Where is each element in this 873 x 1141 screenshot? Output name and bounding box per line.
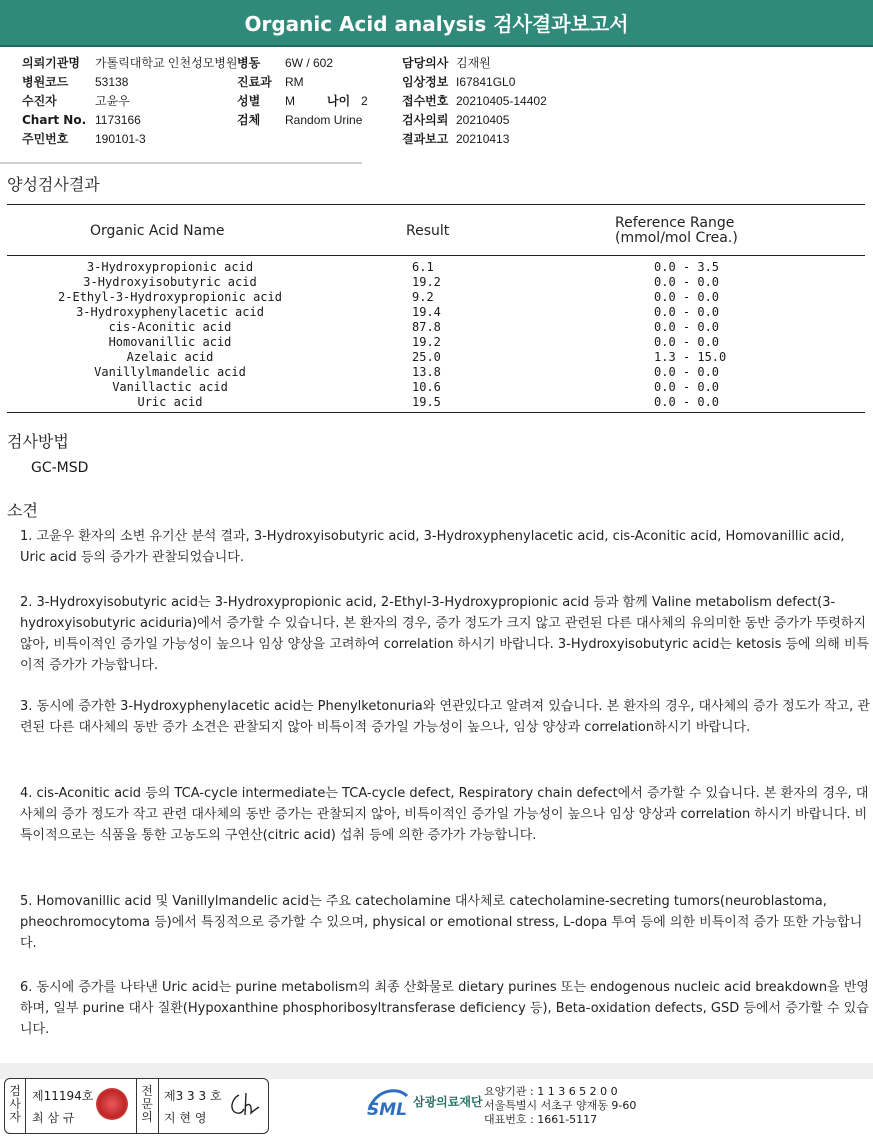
finding-item: 5. Homovanillic acid 및 Vanillylmandelic acid는 주요 catecholamine 대사체로 catecholamine-secreting tumors(neuroblastoma, pheochromocytoma 등)에서 특징적으로 증가할 수 있으며, physical or emotional stress, L-dopa 투여 등에 의한 비특이적 증가 또한 가능합니다.: [20, 894, 863, 951]
info-row: 진료과 RM: [237, 75, 304, 89]
sign-divider: [25, 1079, 26, 1133]
info-right-column: [402, 54, 547, 149]
info-row: 검사의뢰 20210405: [402, 113, 510, 127]
sign-divider: [158, 1079, 159, 1133]
results-table-body: [0, 260, 873, 410]
info-row: Chart No. 1173166: [22, 113, 141, 127]
col-header-result: Result: [406, 223, 450, 239]
report-header: [0, 0, 873, 47]
sign-label-tester: 검사자: [9, 1084, 21, 1124]
tester-name: 최 삼 규: [32, 1111, 75, 1125]
info-row: 담당의사 김재원: [402, 56, 491, 70]
info-row: 병원코드 53138: [22, 75, 129, 89]
positive-results-title: 양성검사결과: [7, 175, 100, 194]
info-row: 검체 Random Urine: [237, 113, 363, 127]
report-title: Organic Acid analysis 검사결과보고서: [244, 12, 629, 36]
finding-item: 2. 3-Hydroxyisobutyric acid는 3-Hydroxypropionic acid, 2-Ethyl-3-Hydroxypropionic acid 등과 함께 Valine metabolism defect(3-hydroxyisobutyric aciduria)에서 증가할 수 있습니다. 본 환자의 경우, 증가 정도가 크지 않고 관련된 다른 대사체의 유의미한 동반 증가가 뚜렷하지 않아, 비특이적인 증가일 가능성이 높으나 임상 양상을 고려하여 correlation 하시기 바랍니다. 3-Hydroxyisobutyric acid는 ketosis 등에 의해 비특이적 증가가 가능합니다.: [20, 595, 870, 673]
info-mid-column: [237, 54, 368, 130]
tester-license: 제11194호: [32, 1089, 94, 1103]
sml-logo-text: SML: [367, 1100, 407, 1118]
info-row: 성별 M 나이 2: [237, 94, 368, 108]
table-row: Homovanillic acid 19.2 0.0 - 0.0: [108, 335, 720, 349]
info-left-column: [22, 54, 237, 149]
info-row: 결과보고 20210413: [402, 132, 510, 146]
info-divider: [0, 162, 362, 164]
table-row: 3-Hydroxypropionic acid 6.1 0.0 - 3.5: [86, 260, 720, 274]
info-row: 수진자 고윤우: [22, 94, 130, 108]
sign-label-specialist: 전문의: [141, 1084, 153, 1124]
contact-info: 요양기관 : 1 1 3 6 5 2 0 0 서울특별시 서초구 양재동 9-60 대표번호 : 1661-5117: [484, 1085, 637, 1126]
org-name: 삼광의료재단: [413, 1094, 483, 1109]
finding-item: 6. 동시에 증가를 나타낸 Uric acid는 purine metabolism의 최종 산화물로 dietary purines 또는 endogenous nucleic acid breakdown을 반영하며, 일부 purine 대사 질환(Hypoxanthine phosphoribosyltransferase deficiency 등), Beta-oxidation defects, GSD 등에서 증가할 수 있습니다.: [20, 980, 869, 1037]
table-row: Vanillactic acid 10.6 0.0 - 0.0: [112, 380, 720, 394]
seal-stamp-icon: [96, 1088, 128, 1120]
col-header-name: Organic Acid Name: [90, 223, 225, 239]
table-row: 3-Hydroxyphenylacetic acid 19.4 0.0 - 0.0: [76, 305, 720, 319]
table-row: Vanillylmandelic acid 13.8 0.0 - 0.0: [94, 365, 720, 379]
table-row: Azelaic acid 25.0 1.3 - 15.0: [126, 350, 727, 364]
table-bottom-line: [7, 412, 865, 413]
info-row: 주민번호 190101-3: [22, 132, 146, 146]
table-row: 2-Ethyl-3-Hydroxypropionic acid 9.2 0.0 - 0.0: [58, 290, 720, 304]
finding-item: 3. 동시에 증가한 3-Hydroxyphenylacetic acid는 Phenylketonuria와 연관있다고 알려져 있습니다. 본 환자의 경우, 대사체의 증가 정도가 작고, 관련된 다른 대사체의 동반 증가 소견은 관찰되지 않아 비특이적 증가일 가능성이 높으나, 임상 양상과 correlation하시기 바랍니다.: [20, 699, 870, 735]
sml-logo: [365, 1084, 483, 1118]
finding-item: 4. cis-Aconitic acid 등의 TCA-cycle intermediate는 TCA-cycle defect, Respiratory chain defect에서 증가할 수 있습니다. 본 환자의 경우, 대사체의 증가 정도가 작고 관련 대사체의 동반 증가는 관찰되지 않아, 비특이적인 증가일 가능성이 높으나 임상 양상과 correlation 하시기 바랍니다. 비특이적으로는 식품을 통한 고농도의 구연산(citric acid) 섭취 등에 의한 증가가 가능합니다.: [20, 786, 869, 843]
sign-divider: [136, 1079, 137, 1133]
info-row: 접수번호 20210405-14402: [402, 94, 547, 108]
table-row: cis-Aconitic acid 87.8 0.0 - 0.0: [108, 320, 720, 334]
findings-title: 소견: [7, 501, 38, 520]
table-row: 3-Hydroxyisobutyric acid 19.2 0.0 - 0.0: [83, 275, 720, 289]
method-value: GC-MSD: [31, 460, 89, 476]
footer-divider: [0, 1063, 873, 1079]
specialist-name: 지 현 영: [164, 1111, 207, 1125]
table-top-line: [7, 204, 865, 205]
signature-icon: [223, 1089, 265, 1121]
signature-box: [4, 1078, 269, 1134]
info-row: 병동 6W / 602: [237, 56, 334, 70]
col-header-reference: Reference Range (mmol/mol Crea.): [615, 215, 738, 246]
sml-logo-icon: [365, 1084, 409, 1118]
table-row: Uric acid 19.5 0.0 - 0.0: [137, 395, 720, 409]
finding-item: 1. 고윤우 환자의 소변 유기산 분석 결과, 3-Hydroxyisobutyric acid, 3-Hydroxyphenylacetic acid, cis-Aconitic acid, Homovanillic acid, Uric acid 등의 증가가 관찰되었습니다.: [20, 529, 845, 565]
info-row: 의뢰기관명 가톨릭대학교 인천성모병원: [22, 56, 238, 70]
specialist-license: 제3 3 3 호: [164, 1089, 222, 1103]
table-header-line: [7, 255, 865, 256]
method-title: 검사방법: [7, 432, 69, 451]
info-row: 임상정보 I67841GL0: [402, 75, 516, 89]
